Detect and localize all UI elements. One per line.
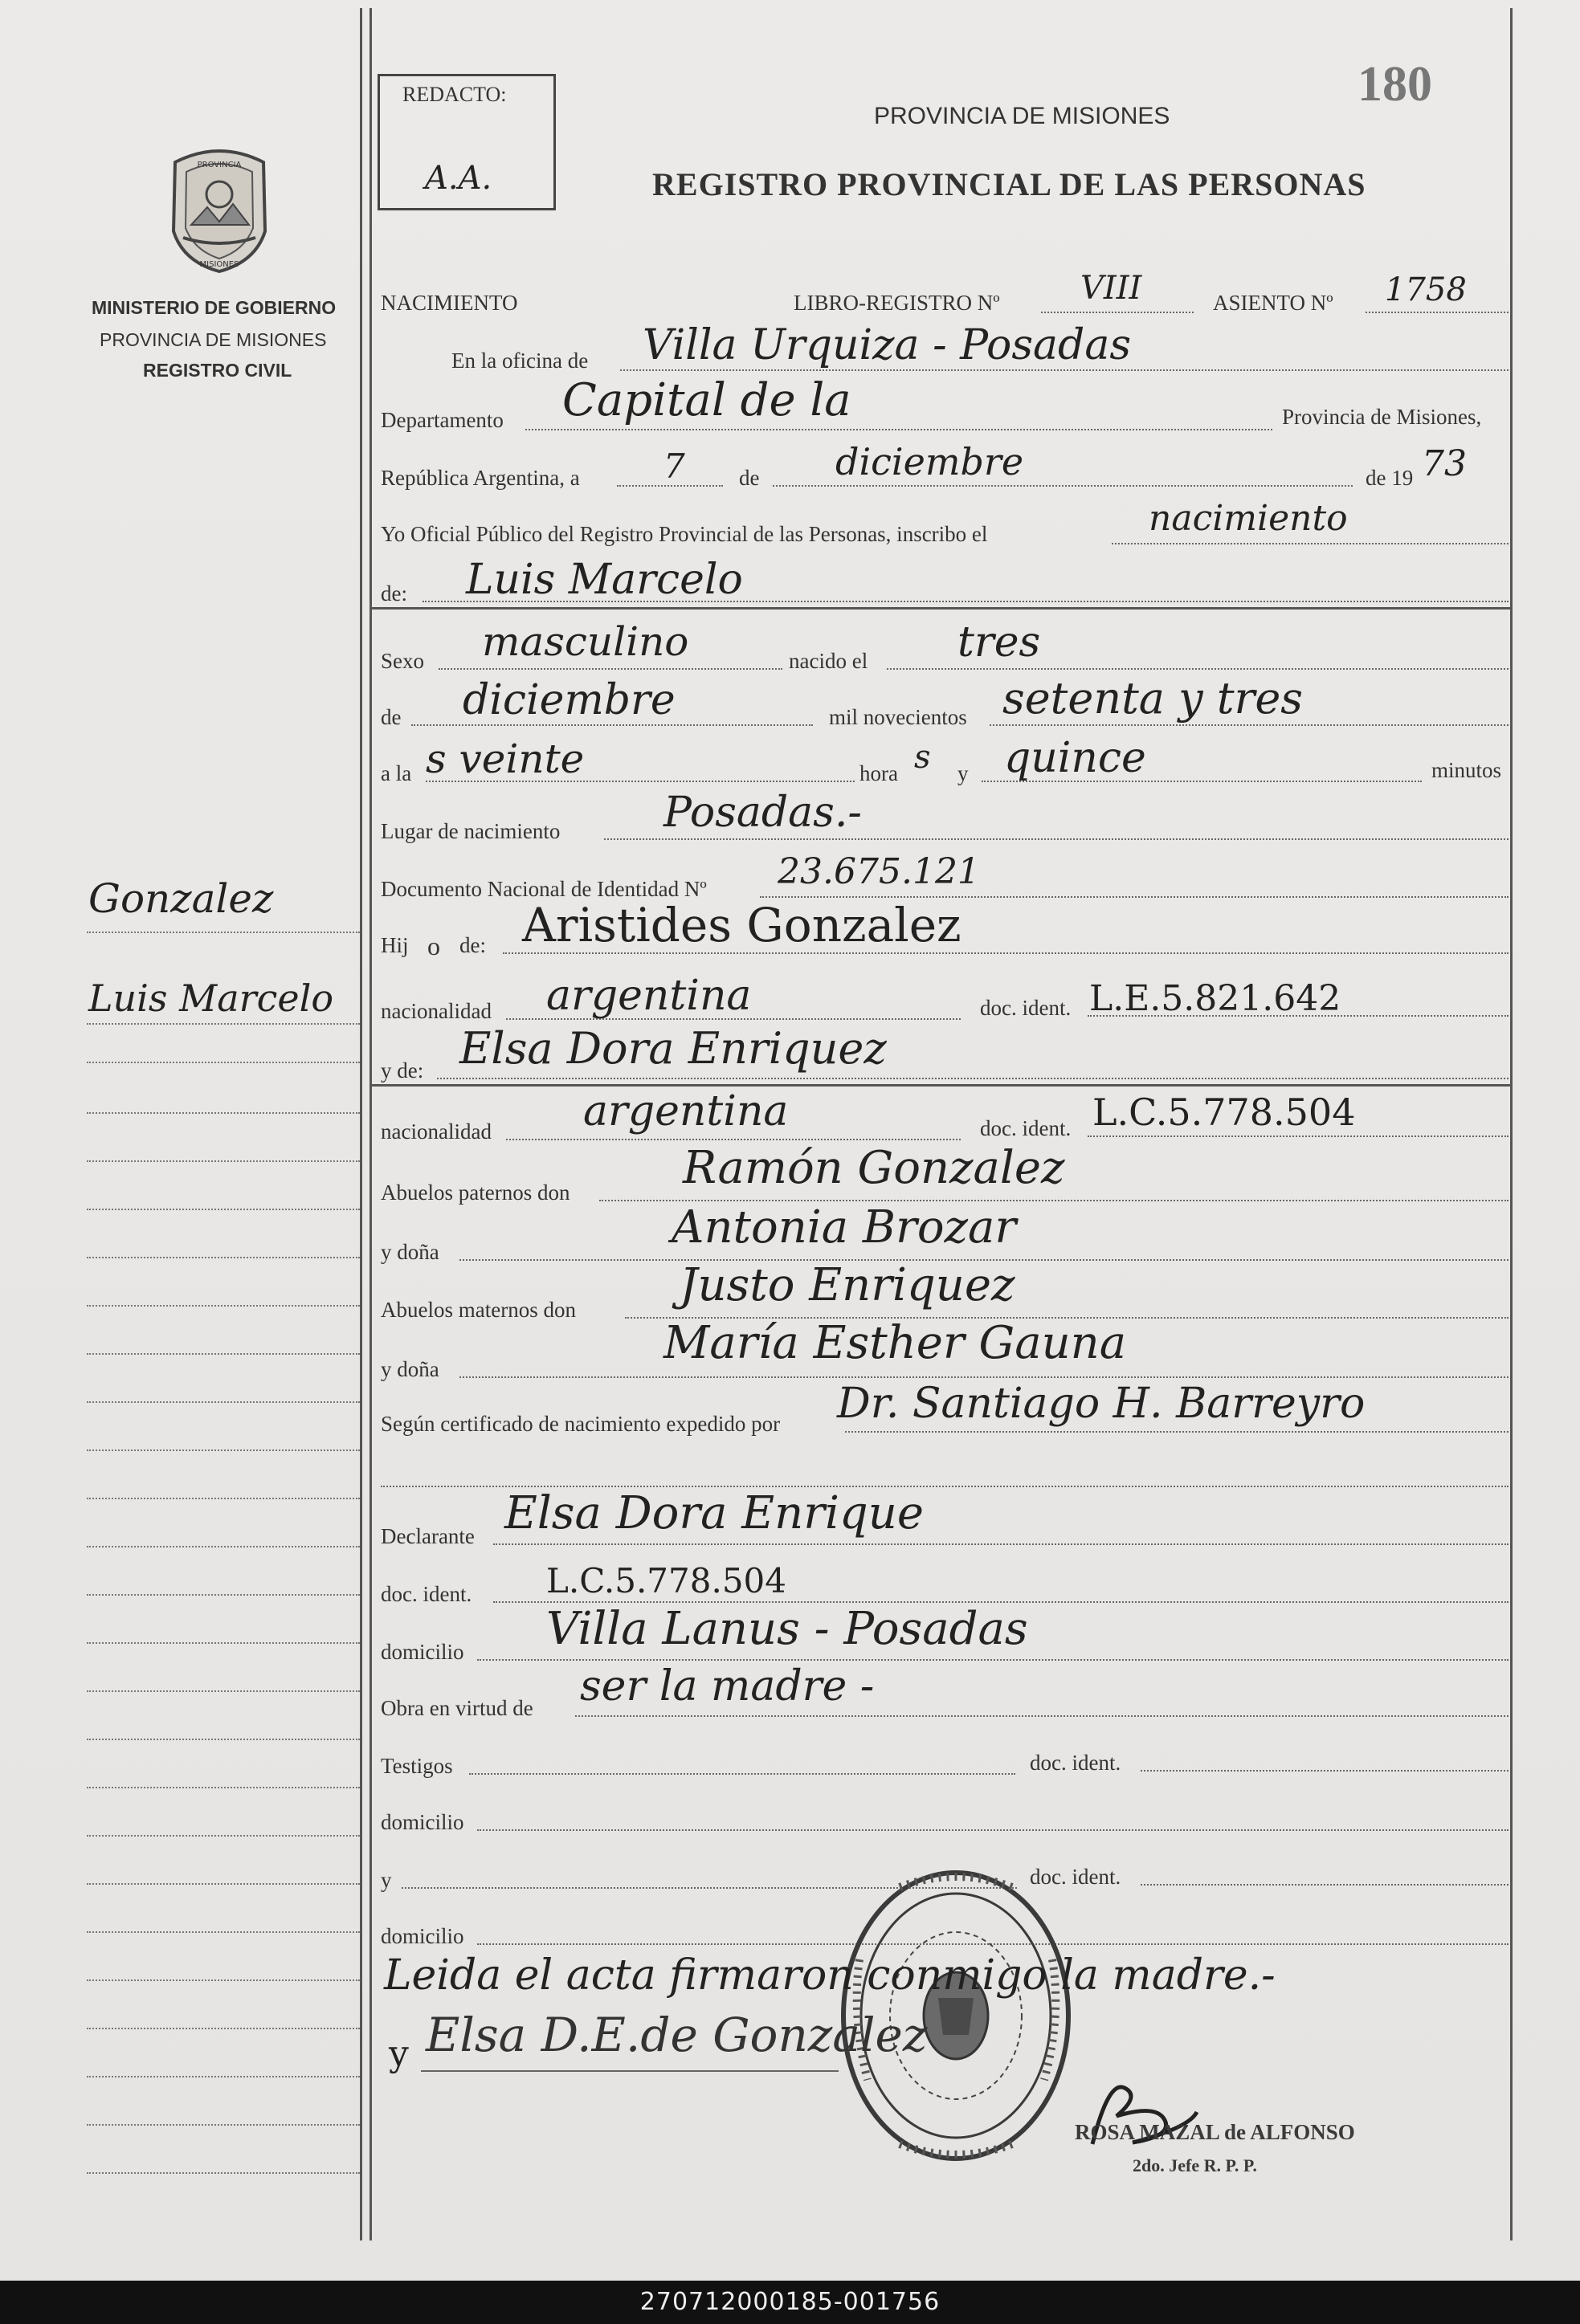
mil-line <box>990 724 1509 726</box>
domicilio-label: domicilio <box>381 1640 464 1664</box>
testigos-doc-line <box>1141 1770 1509 1772</box>
right-rule <box>1510 8 1513 2240</box>
nacionalidad-2-value: argentina <box>583 1087 789 1135</box>
mil-label: mil novecientos <box>829 705 967 729</box>
leida-text: Leida el acta firmaron conmigo la madre.- <box>384 1951 1276 2000</box>
margin-line <box>87 1305 360 1307</box>
abuelo-paterno-value: Ramón Gonzalez <box>683 1142 1065 1194</box>
margin-line <box>87 1979 360 1981</box>
abuela-materna-line <box>459 1376 1509 1378</box>
lugar-line <box>604 838 1509 840</box>
margin-line <box>87 1498 360 1499</box>
hora-suffix: s <box>914 739 931 776</box>
segun-label: Según certificado de nacimiento expedido por <box>381 1412 781 1436</box>
mil-value: setenta y tres <box>1002 673 1304 724</box>
margin-line <box>87 1023 360 1025</box>
nacimiento-label: NACIMIENTO <box>381 291 518 315</box>
nacido-mes-line <box>411 724 813 726</box>
de-nombre-label: de: <box>381 581 407 605</box>
margin-line <box>87 1739 360 1740</box>
margin-line <box>87 1449 360 1451</box>
declarant-signature: Elsa D.E.de Gonzalez <box>426 2008 928 2062</box>
page-number: 180 <box>1357 57 1432 112</box>
province-title: PROVINCIA DE MISIONES <box>874 103 1170 129</box>
margin-surname: Gonzalez <box>88 875 274 922</box>
hora-label: hora <box>859 761 898 785</box>
abuelo-materno-value: Justo Enriquez <box>680 1259 1015 1311</box>
section-rule <box>371 607 1510 610</box>
y-label: y <box>957 761 969 785</box>
official-title: 2do. Jefe R. P. P. <box>1133 2155 1257 2175</box>
margin-line <box>87 2172 360 2174</box>
asiento-label: ASIENTO Nº <box>1213 291 1333 315</box>
libro-label: LIBRO-REGISTRO Nº <box>794 291 1000 315</box>
lugar-value: Posadas.- <box>663 789 862 837</box>
margin-line <box>87 1787 360 1788</box>
official-name: ROSA MAZAL de ALFONSO <box>1075 2120 1355 2144</box>
sexo-label: Sexo <box>381 649 424 673</box>
departamento-line <box>525 429 1272 430</box>
docident-value: L.C.5.778.504 <box>546 1561 786 1600</box>
libro-value: VIII <box>1080 270 1142 307</box>
declarante-value: Elsa Dora Enrique <box>504 1487 924 1539</box>
departamento-value: Capital de la <box>562 374 851 426</box>
y2-doc-line <box>1141 1884 1509 1886</box>
redacto-value: A.A. <box>425 160 492 197</box>
nacionalidad-2-label: nacionalidad <box>381 1119 492 1144</box>
hijo-suffix: o <box>427 932 440 960</box>
left-margin-rule <box>360 8 362 2240</box>
nacido-dia-value: tres <box>957 618 1041 667</box>
margin-line <box>87 1546 360 1547</box>
hijo-de-label: de: <box>459 933 486 957</box>
minutos-value: quince <box>1004 734 1146 782</box>
de-label: de <box>739 466 760 490</box>
doc-1-value: L.E.5.821.642 <box>1089 978 1341 1019</box>
dni-label: Documento Nacional de Identidad Nº <box>381 877 707 901</box>
segun-value: Dr. Santiago H. Barreyro <box>837 1380 1366 1428</box>
libro-line <box>1041 312 1194 313</box>
y2-doc-label: doc. ident. <box>1030 1865 1121 1889</box>
obra-line <box>575 1715 1509 1717</box>
oficial-text: Yo Oficial Público del Registro Provincial de las Personas, inscribo el <box>381 522 988 546</box>
ydona-1-label: y doña <box>381 1240 439 1264</box>
margin-line <box>87 1931 360 1933</box>
margin-line <box>87 1883 360 1885</box>
padre-line <box>503 952 1509 954</box>
margin-line <box>87 1257 360 1258</box>
year-value: 73 <box>1422 443 1467 484</box>
nacionalidad-2-line <box>506 1139 961 1140</box>
oficina-value: Villa Urquiza - Posadas <box>643 321 1132 369</box>
doc-2-value: L.C.5.778.504 <box>1092 1091 1356 1134</box>
domicilio-3-label: domicilio <box>381 1924 464 1948</box>
margin-line <box>87 1209 360 1210</box>
dia-value: 7 <box>663 446 685 486</box>
inscribo-line <box>1112 543 1509 544</box>
republica-label: República Argentina, a <box>381 466 580 490</box>
sexo-line <box>439 668 782 670</box>
section-rule <box>371 1084 1510 1087</box>
doc-1-label: doc. ident. <box>980 996 1072 1020</box>
mes-line <box>773 485 1353 487</box>
testigos-doc-label: doc. ident. <box>1030 1751 1121 1775</box>
registry-title: REGISTRO PROVINCIAL DE LAS PERSONAS <box>652 166 1366 202</box>
de-year-label: de 19 <box>1366 466 1414 490</box>
minutos-label: minutos <box>1431 758 1502 782</box>
dni-value: 23.675.121 <box>778 851 980 892</box>
nacido-mes-value: diciembre <box>463 676 676 724</box>
margin-line <box>87 1690 360 1692</box>
nacido-label: nacido el <box>789 649 868 673</box>
nombre-value: Luis Marcelo <box>466 556 743 604</box>
oficina-label: En la oficina de <box>451 349 589 373</box>
margin-line <box>87 1160 360 1162</box>
margin-line <box>87 932 360 933</box>
declarante-label: Declarante <box>381 1524 475 1548</box>
redacto-label: REDACTO: <box>402 83 507 106</box>
domicilio-line <box>477 1659 1509 1661</box>
emblem-bottom-text: MISIONES <box>199 260 239 269</box>
domicilio-2-label: domicilio <box>381 1810 464 1834</box>
abuelos-paternos-label: Abuelos paternos don <box>381 1180 570 1205</box>
margin-line <box>87 1353 360 1355</box>
archive-id-footer: 270712000185-001756 <box>0 2281 1580 2324</box>
nacido-line <box>887 668 1509 670</box>
margin-line <box>87 1835 360 1837</box>
margin-line <box>87 1401 360 1403</box>
asiento-value: 1758 <box>1385 271 1467 308</box>
signature-y: y <box>389 2033 409 2074</box>
abuela-paterna-value: Antonia Brozar <box>672 1201 1017 1254</box>
madre-value: Elsa Dora Enriquez <box>459 1023 887 1074</box>
coat-of-arms-emblem <box>159 145 280 275</box>
margin-line <box>87 2028 360 2029</box>
margin-line <box>87 1112 360 1114</box>
margin-line <box>87 2076 360 2077</box>
mes-value: diciembre <box>835 440 1024 483</box>
abuelos-maternos-label: Abuelos maternos don <box>381 1298 576 1322</box>
margin-line <box>87 2124 360 2126</box>
yde-label: y de: <box>381 1058 424 1082</box>
margin-given-names: Luis Marcelo <box>88 976 334 1020</box>
padre-value: Aristides Gonzalez <box>522 898 961 952</box>
redacto-box <box>378 74 556 210</box>
signature-line <box>421 2070 839 2072</box>
doc-2-label: doc. ident. <box>980 1116 1072 1140</box>
ministry-line-1: MINISTERIO DE GOBIERNO <box>92 297 337 318</box>
lugar-label: Lugar de nacimiento <box>381 819 561 843</box>
sexo-value: masculino <box>482 618 689 665</box>
ministry-line-2: PROVINCIA DE MISIONES <box>100 329 327 350</box>
domicilio-value: Villa Lanus - Posadas <box>546 1603 1028 1655</box>
declarante-line <box>493 1543 1509 1545</box>
doc-2-line <box>1088 1135 1509 1137</box>
margin-line <box>87 1642 360 1644</box>
ministry-line-3: REGISTRO CIVIL <box>143 360 292 381</box>
provincia-suffix: Provincia de Misiones, <box>1282 405 1482 429</box>
margin-line <box>87 1594 360 1596</box>
testigos-line <box>469 1773 1015 1775</box>
hora-value: s veinte <box>426 736 585 782</box>
obra-label: Obra en virtud de <box>381 1696 533 1720</box>
emblem-top-text: PROVINCIA <box>197 161 242 169</box>
oficina-line <box>620 369 1509 371</box>
domicilio-2-line <box>477 1829 1509 1831</box>
form-left-rule <box>369 8 372 2240</box>
testigos-label: Testigos <box>381 1754 453 1778</box>
madre-line <box>437 1078 1509 1079</box>
ala-label: a la <box>381 761 412 785</box>
nacionalidad-1-value: argentina <box>546 972 752 1020</box>
departamento-label: Departamento <box>381 408 504 432</box>
de2-label: de <box>381 705 402 729</box>
asiento-line <box>1366 312 1509 313</box>
nacionalidad-1-label: nacionalidad <box>381 999 492 1023</box>
abuela-materna-value: María Esther Gauna <box>663 1317 1127 1369</box>
docident-label: doc. ident. <box>381 1582 472 1606</box>
obra-value: ser la madre - <box>580 1662 875 1710</box>
margin-line <box>87 1062 360 1063</box>
inscribo-value: nacimiento <box>1149 498 1348 539</box>
segun-line <box>845 1431 1509 1433</box>
y2-label: y <box>381 1868 392 1892</box>
hijo-label: Hij <box>381 933 409 957</box>
ydona-2-label: y doña <box>381 1357 439 1381</box>
